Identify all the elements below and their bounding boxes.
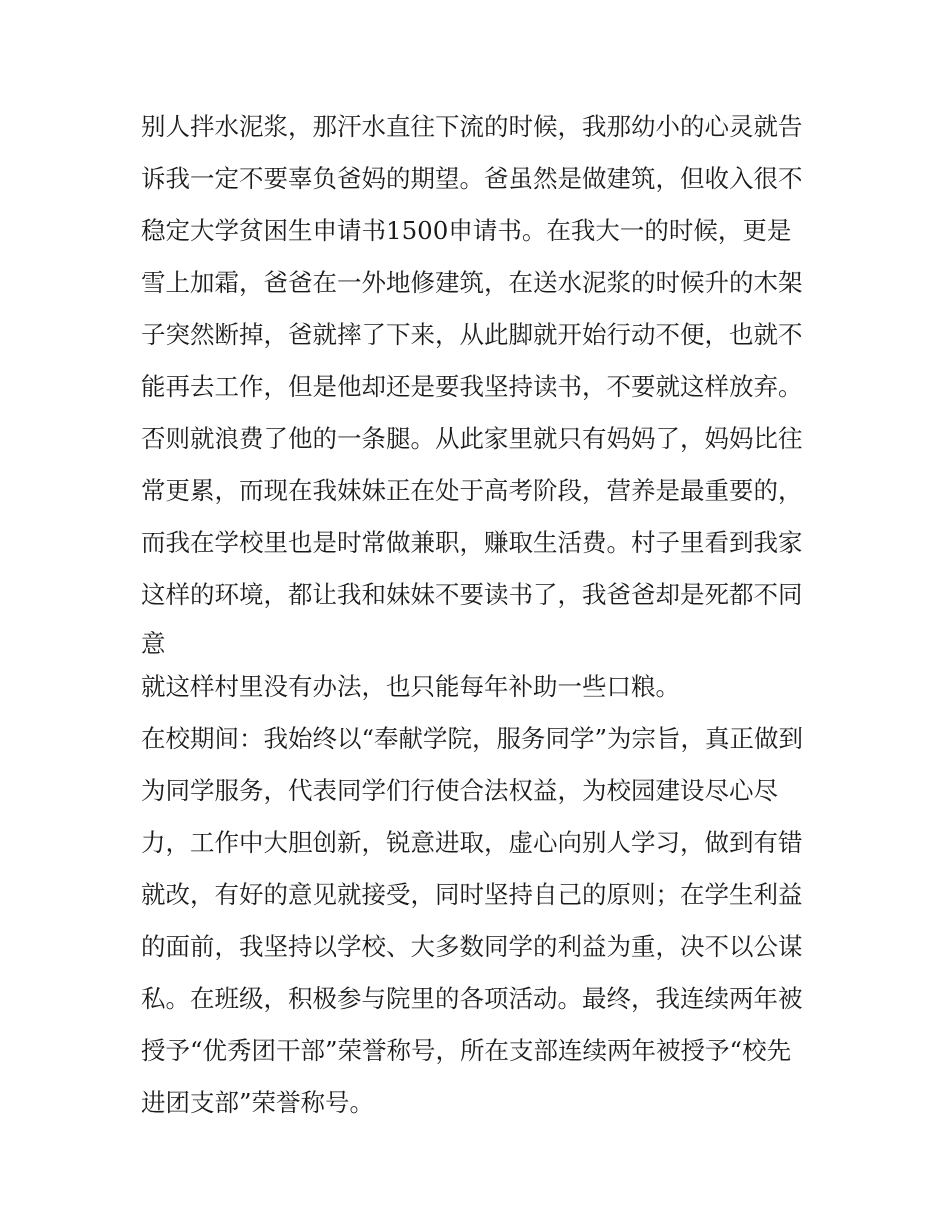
text-line-12: 就这样村里没有办法，也只能每年补助一些口粮。: [141, 672, 680, 701]
text-line-19: 授予“优秀团干部”荣誉称号，所在支部连续两年被授予“校先: [141, 1036, 792, 1065]
text-line-3: 稳定大学贫困生申请书1500申请书。在我大一的时候，更是: [141, 216, 792, 245]
text-line-8: 常更累，而现在我妹妹正在处于高考阶段，营养是最重要的，: [141, 476, 803, 505]
text-line-6: 能再去工作，但是他却还是要我坚持读书，不要就这样放弃。: [141, 372, 803, 401]
text-line-7: 否则就浪费了他的一条腿。从此家里就只有妈妈了，妈妈比往: [141, 424, 803, 453]
text-line-11: 意: [141, 629, 166, 658]
text-line-1: 别人拌水泥浆，那汗水直往下流的时候，我那幼小的心灵就告: [141, 112, 803, 141]
text-line-15: 力，工作中大胆创新，锐意进取，虚心向别人学习，做到有错: [141, 828, 803, 857]
text-line-5: 子突然断掉，爸就摔了下来，从此脚就开始行动不便，也就不: [141, 320, 803, 349]
text-line-18: 私。在班级，积极参与院里的各项活动。最终，我连续两年被: [141, 984, 803, 1013]
text-line-9: 而我在学校里也是时常做兼职，赚取生活费。村子里看到我家: [141, 528, 803, 557]
text-line-20: 进团支部”荣誉称号。: [141, 1088, 375, 1117]
text-line-16: 就改，有好的意见就接受，同时坚持自己的原则；在学生利益: [141, 880, 803, 909]
text-line-2: 诉我一定不要辜负爸妈的期望。爸虽然是做建筑，但收入很不: [141, 164, 803, 193]
text-line-17: 的面前，我坚持以学校、大多数同学的利益为重，决不以公谋: [141, 932, 803, 961]
text-line-14: 为同学服务，代表同学们行使合法权益，为校园建设尽心尽: [141, 776, 778, 805]
text-line-10: 这样的环境，都让我和妹妹不要读书了，我爸爸却是死都不同: [141, 580, 803, 609]
text-line-13: 在校期间：我始终以“奉献学院，服务同学”为宗旨，真正做到: [141, 724, 804, 753]
text-line-4: 雪上加霜，爸爸在一外地修建筑，在送水泥浆的时候升的木架: [141, 268, 803, 297]
